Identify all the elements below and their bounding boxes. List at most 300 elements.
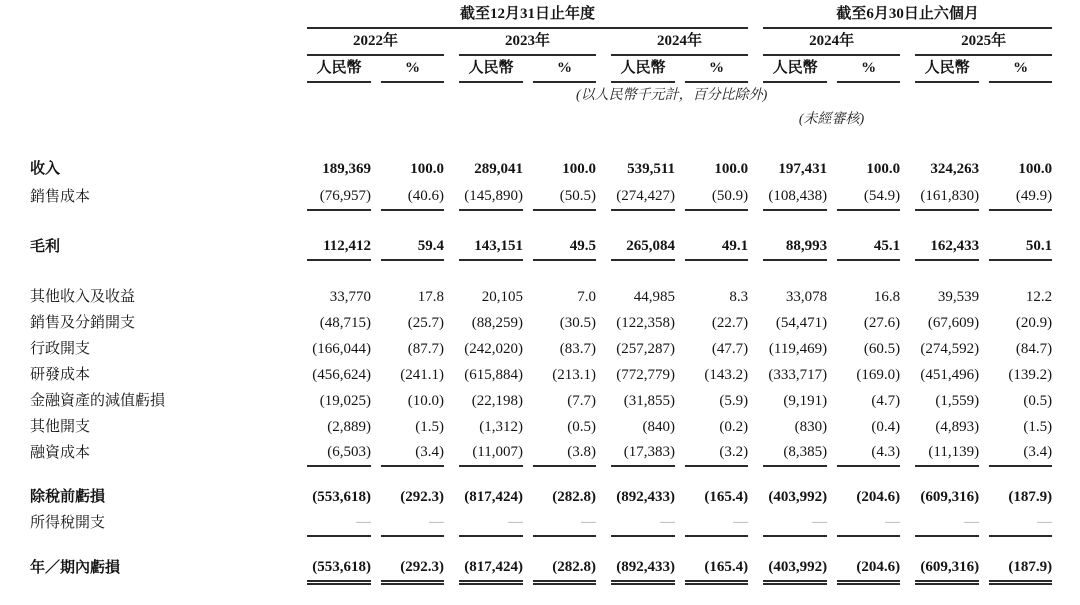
row-label: 所得稅開支 [30, 515, 106, 531]
row-spacer [0, 260, 1080, 284]
value-rmb: (119,469) [768, 341, 828, 357]
col-gap [675, 284, 685, 310]
value-percent: (10.0) [407, 393, 444, 409]
value-rmb: (830) [794, 419, 828, 435]
col-gap [900, 284, 915, 310]
row-label: 研發成本 [30, 367, 91, 383]
col-gap [979, 414, 989, 440]
table-row [0, 182, 1080, 210]
col-gap [444, 388, 459, 414]
value-rmb: 324,263 [930, 161, 980, 177]
col-gap [900, 440, 915, 466]
value-percent: (165.4) [685, 550, 748, 581]
value-rmb: 44,985 [633, 289, 675, 305]
table-row [0, 550, 1080, 581]
value-rmb: 39,539 [937, 289, 980, 305]
col-gap [371, 336, 381, 362]
col-gap [596, 362, 611, 388]
table-row [0, 336, 1080, 362]
col-gap [979, 388, 989, 414]
value-rmb: — [611, 510, 675, 536]
value-rmb: (166,044) [312, 341, 371, 357]
value-rmb: (9,191) [783, 393, 828, 409]
value-rmb: (67,609) [927, 315, 980, 331]
header-percent-label: % [989, 55, 1052, 82]
value-percent: (204.6) [837, 550, 900, 581]
col-gap [827, 284, 837, 310]
col-gap [444, 362, 459, 388]
right-margin [1052, 550, 1080, 581]
right-margin [1052, 362, 1080, 388]
col-gap [596, 28, 611, 55]
value-percent: (241.1) [400, 367, 444, 383]
col-gap [979, 336, 989, 362]
right-margin [1052, 336, 1080, 362]
col-gap [596, 182, 611, 210]
table-row [0, 232, 1080, 260]
col-gap [371, 154, 381, 182]
right-margin [1052, 510, 1080, 536]
col-gap [748, 154, 763, 182]
right-margin [1052, 482, 1080, 510]
col-gap [748, 414, 763, 440]
value-percent: (60.5) [863, 341, 901, 357]
value-percent: 12.2 [1025, 289, 1053, 305]
value-rmb: (17,383) [611, 440, 675, 466]
row-label: 融資成本 [30, 445, 91, 461]
value-percent: (3.4) [989, 440, 1052, 466]
value-percent: (187.9) [989, 550, 1052, 581]
col-gap [444, 232, 459, 260]
col-gap [979, 154, 989, 182]
value-percent: (27.6) [863, 315, 901, 331]
col-gap [827, 55, 837, 82]
value-rmb: (145,890) [459, 182, 523, 210]
col-gap [596, 550, 611, 581]
header-empty-cell [0, 0, 307, 28]
header-percent-label: % [837, 55, 900, 82]
value-percent: (30.5) [559, 315, 596, 331]
value-percent: 16.8 [873, 289, 901, 305]
col-gap [523, 284, 533, 310]
right-margin [1052, 154, 1080, 182]
col-gap [523, 55, 533, 82]
col-gap [523, 388, 533, 414]
col-gap [596, 310, 611, 336]
group-gap [748, 28, 763, 55]
table-row [0, 154, 1080, 182]
value-percent: (22.7) [711, 315, 749, 331]
col-gap [444, 550, 459, 581]
header-rmb-label: 人民幣 [459, 55, 523, 82]
value-rmb: (817,424) [459, 550, 523, 581]
col-gap [979, 440, 989, 466]
col-gap [827, 154, 837, 182]
header-year-2024: 2024年 [611, 28, 748, 55]
value-percent: (5.9) [719, 393, 749, 409]
col-gap [596, 482, 611, 510]
row-label: 除稅前虧損 [30, 489, 106, 505]
header-group-annual: 截至12月31日止年度 [307, 0, 748, 28]
col-gap [523, 182, 533, 210]
value-percent: (0.5) [567, 419, 596, 435]
value-rmb: 189,369 [322, 161, 371, 177]
value-rmb: (4,893) [935, 419, 980, 435]
col-gap [596, 388, 611, 414]
right-margin [1052, 284, 1080, 310]
col-gap [444, 440, 459, 466]
col-gap [900, 310, 915, 336]
value-rmb: (31,855) [623, 393, 675, 409]
value-rmb: 162,433 [915, 232, 979, 260]
col-gap [596, 284, 611, 310]
right-margin [1052, 0, 1080, 28]
row-label: 行政開支 [30, 341, 91, 357]
col-gap [979, 550, 989, 581]
value-percent: 100.0 [1018, 161, 1053, 177]
value-percent: (4.3) [837, 440, 900, 466]
col-gap [444, 310, 459, 336]
col-gap [523, 550, 533, 581]
col-gap [444, 55, 459, 82]
value-percent: (3.4) [381, 440, 444, 466]
col-gap [371, 362, 381, 388]
col-gap [675, 55, 685, 82]
col-gap [675, 482, 685, 510]
value-rmb: (615,884) [464, 367, 523, 383]
col-gap [675, 232, 685, 260]
value-percent: (0.4) [871, 419, 901, 435]
value-percent: (87.7) [407, 341, 444, 357]
col-gap [371, 414, 381, 440]
group-gap [748, 55, 763, 82]
col-gap [444, 182, 459, 210]
value-percent: 17.8 [417, 289, 444, 305]
value-percent: (213.1) [552, 367, 596, 383]
col-gap [523, 440, 533, 466]
value-percent: 59.4 [381, 232, 444, 260]
value-percent: (54.9) [837, 182, 900, 210]
value-rmb: (1,559) [935, 393, 980, 409]
col-gap [523, 482, 533, 510]
value-rmb: (1,312) [479, 419, 523, 435]
col-gap [675, 336, 685, 362]
header-year-2025-interim: 2025年 [915, 28, 1052, 55]
col-gap [371, 232, 381, 260]
col-gap [371, 482, 381, 510]
header-rmb-label: 人民幣 [915, 55, 979, 82]
value-percent: 45.1 [837, 232, 900, 260]
value-percent: (7.7) [567, 393, 596, 409]
value-rmb: (609,316) [915, 550, 979, 581]
col-gap [748, 284, 763, 310]
value-rmb: (19,025) [319, 393, 371, 409]
col-gap [827, 182, 837, 210]
col-gap [444, 336, 459, 362]
col-gap [523, 310, 533, 336]
table-row [0, 388, 1080, 414]
value-percent: (204.6) [856, 489, 901, 505]
header-years [0, 28, 1080, 55]
value-percent: 100.0 [866, 161, 901, 177]
col-gap [523, 336, 533, 362]
value-rmb: (11,007) [459, 440, 523, 466]
col-gap [371, 310, 381, 336]
value-percent: (0.2) [719, 419, 749, 435]
right-margin [1052, 28, 1080, 55]
value-percent: (1.5) [1023, 419, 1053, 435]
col-gap [900, 482, 915, 510]
col-gap [979, 55, 989, 82]
value-rmb: 112,412 [307, 232, 371, 260]
col-gap [900, 550, 915, 581]
value-rmb: (274,592) [920, 341, 980, 357]
value-percent: — [381, 510, 444, 536]
value-percent: (25.7) [407, 315, 444, 331]
right-margin [1052, 310, 1080, 336]
value-rmb: 33,770 [329, 289, 371, 305]
value-rmb: (274,427) [611, 182, 675, 210]
col-gap [596, 440, 611, 466]
col-gap [444, 284, 459, 310]
group-gap [748, 0, 763, 28]
value-rmb: (6,503) [307, 440, 371, 466]
right-margin [1052, 440, 1080, 466]
value-percent: (84.7) [1015, 341, 1053, 357]
value-percent: (49.9) [989, 182, 1052, 210]
value-percent: (165.4) [704, 489, 749, 505]
col-gap [596, 414, 611, 440]
right-margin [1052, 182, 1080, 210]
col-gap [827, 510, 837, 536]
col-gap [748, 550, 763, 581]
col-gap [900, 388, 915, 414]
row-spacer [0, 210, 1080, 232]
table-row [0, 414, 1080, 440]
col-gap [979, 362, 989, 388]
value-rmb: (553,618) [307, 550, 371, 581]
col-gap [371, 182, 381, 210]
col-gap [444, 28, 459, 55]
value-rmb: (817,424) [464, 489, 523, 505]
value-rmb: (553,618) [312, 489, 371, 505]
value-rmb: (609,316) [920, 489, 980, 505]
right-margin [1052, 232, 1080, 260]
col-gap [371, 510, 381, 536]
col-gap [748, 336, 763, 362]
row-label: 毛利 [30, 239, 61, 255]
col-gap [523, 154, 533, 182]
header-rmb-label: 人民幣 [611, 55, 675, 82]
col-gap [675, 440, 685, 466]
col-gap [900, 182, 915, 210]
value-percent: (282.8) [552, 489, 596, 505]
row-spacer [0, 466, 1080, 482]
value-percent: 8.3 [729, 289, 749, 305]
col-gap [444, 154, 459, 182]
col-gap [900, 232, 915, 260]
col-gap [827, 414, 837, 440]
row-label: 其他收入及收益 [30, 289, 136, 305]
row-label: 金融資產的減值虧損 [30, 393, 166, 409]
col-gap [748, 362, 763, 388]
value-rmb: (451,496) [920, 367, 980, 383]
col-gap [748, 232, 763, 260]
value-rmb: — [915, 510, 979, 536]
col-gap [827, 550, 837, 581]
table-row [0, 284, 1080, 310]
value-rmb: (54,471) [775, 315, 828, 331]
value-percent: (40.6) [381, 182, 444, 210]
value-rmb: — [459, 510, 523, 536]
col-gap [675, 550, 685, 581]
value-rmb: (76,957) [307, 182, 371, 210]
value-rmb: (161,830) [915, 182, 979, 210]
header-group-interim: 截至6月30日止六個月 [763, 0, 1052, 28]
value-rmb: 289,041 [474, 161, 523, 177]
value-rmb: (242,020) [464, 341, 523, 357]
right-margin [1052, 414, 1080, 440]
value-rmb: — [307, 510, 371, 536]
col-gap [900, 414, 915, 440]
value-rmb: (8,385) [763, 440, 827, 466]
col-gap [596, 55, 611, 82]
value-rmb: (88,259) [471, 315, 523, 331]
value-rmb: (840) [642, 419, 675, 435]
col-gap [827, 362, 837, 388]
value-rmb: (48,715) [319, 315, 371, 331]
value-percent: — [533, 510, 596, 536]
value-percent: — [685, 510, 748, 536]
value-rmb: (772,779) [616, 367, 675, 383]
col-gap [371, 284, 381, 310]
value-rmb: (2,889) [327, 419, 371, 435]
col-gap [748, 482, 763, 510]
row-label: 銷售成本 [30, 189, 91, 205]
col-gap [675, 310, 685, 336]
col-gap [827, 482, 837, 510]
value-percent: (3.8) [533, 440, 596, 466]
value-percent: (139.2) [1008, 367, 1053, 383]
value-rmb: (108,438) [763, 182, 827, 210]
col-gap [900, 362, 915, 388]
col-gap [444, 414, 459, 440]
header-empty-cell [0, 55, 307, 82]
header-year-2022: 2022年 [307, 28, 444, 55]
value-percent: (187.9) [1008, 489, 1053, 505]
value-percent: — [837, 510, 900, 536]
value-percent: (47.7) [711, 341, 749, 357]
col-gap [900, 510, 915, 536]
col-gap [596, 510, 611, 536]
value-percent: 49.1 [685, 232, 748, 260]
value-percent: (169.0) [856, 367, 901, 383]
col-gap [827, 310, 837, 336]
value-rmb: 539,511 [627, 161, 675, 177]
value-rmb: 33,078 [785, 289, 828, 305]
value-rmb: (456,624) [312, 367, 371, 383]
value-rmb: (333,717) [768, 367, 828, 383]
value-percent: (282.8) [533, 550, 596, 581]
header-measures [0, 55, 1080, 82]
col-gap [979, 182, 989, 210]
col-gap [371, 440, 381, 466]
value-rmb: (122,358) [616, 315, 675, 331]
value-rmb: 143,151 [459, 232, 523, 260]
col-gap [523, 414, 533, 440]
value-rmb: 265,084 [611, 232, 675, 260]
unaudited-note: (未經審核) [798, 112, 865, 127]
col-gap [979, 310, 989, 336]
col-gap [900, 154, 915, 182]
col-gap [979, 510, 989, 536]
col-gap [748, 510, 763, 536]
value-percent: (143.2) [704, 367, 749, 383]
col-gap [523, 362, 533, 388]
col-gap [979, 284, 989, 310]
right-margin [1052, 388, 1080, 414]
col-gap [675, 362, 685, 388]
row-spacer [0, 536, 1080, 550]
units-note: (以人民幣千元計，百分比除外) [576, 88, 768, 103]
col-gap [444, 510, 459, 536]
header-percent-label: % [381, 55, 444, 82]
row-label: 銷售及分銷開支 [30, 315, 136, 331]
col-gap [827, 336, 837, 362]
table-row [0, 510, 1080, 536]
value-rmb: 20,105 [481, 289, 523, 305]
header-rmb-label: 人民幣 [307, 55, 371, 82]
col-gap [675, 388, 685, 414]
value-rmb: (22,198) [471, 393, 523, 409]
col-gap [748, 182, 763, 210]
header-percent-label: % [685, 55, 748, 82]
col-gap [444, 482, 459, 510]
col-gap [748, 388, 763, 414]
col-gap [675, 182, 685, 210]
col-gap [596, 336, 611, 362]
value-percent: (20.9) [1015, 315, 1053, 331]
table-row [0, 310, 1080, 336]
header-percent-label: % [533, 55, 596, 82]
value-rmb: (403,992) [768, 489, 828, 505]
value-percent: 100.0 [562, 161, 596, 177]
value-rmb: — [763, 510, 827, 536]
row-label: 收入 [30, 161, 61, 177]
row-label: 其他開支 [30, 419, 91, 435]
table-row [0, 440, 1080, 466]
value-percent: (3.2) [685, 440, 748, 466]
col-gap [748, 440, 763, 466]
header-empty-cell [0, 28, 307, 55]
col-gap [596, 232, 611, 260]
header-year-2024-interim: 2024年 [763, 28, 900, 55]
table-row [0, 482, 1080, 510]
value-percent: (0.5) [1023, 393, 1053, 409]
header-year-2023: 2023年 [459, 28, 596, 55]
col-gap [675, 154, 685, 182]
value-percent: (1.5) [415, 419, 444, 435]
value-rmb: 88,993 [763, 232, 827, 260]
col-gap [900, 55, 915, 82]
row-label: 年／期內虧損 [30, 560, 121, 576]
col-gap [675, 414, 685, 440]
value-rmb: (892,433) [616, 489, 675, 505]
value-percent: (292.3) [381, 550, 444, 581]
value-percent: (4.7) [871, 393, 901, 409]
col-gap [979, 232, 989, 260]
col-gap [371, 388, 381, 414]
